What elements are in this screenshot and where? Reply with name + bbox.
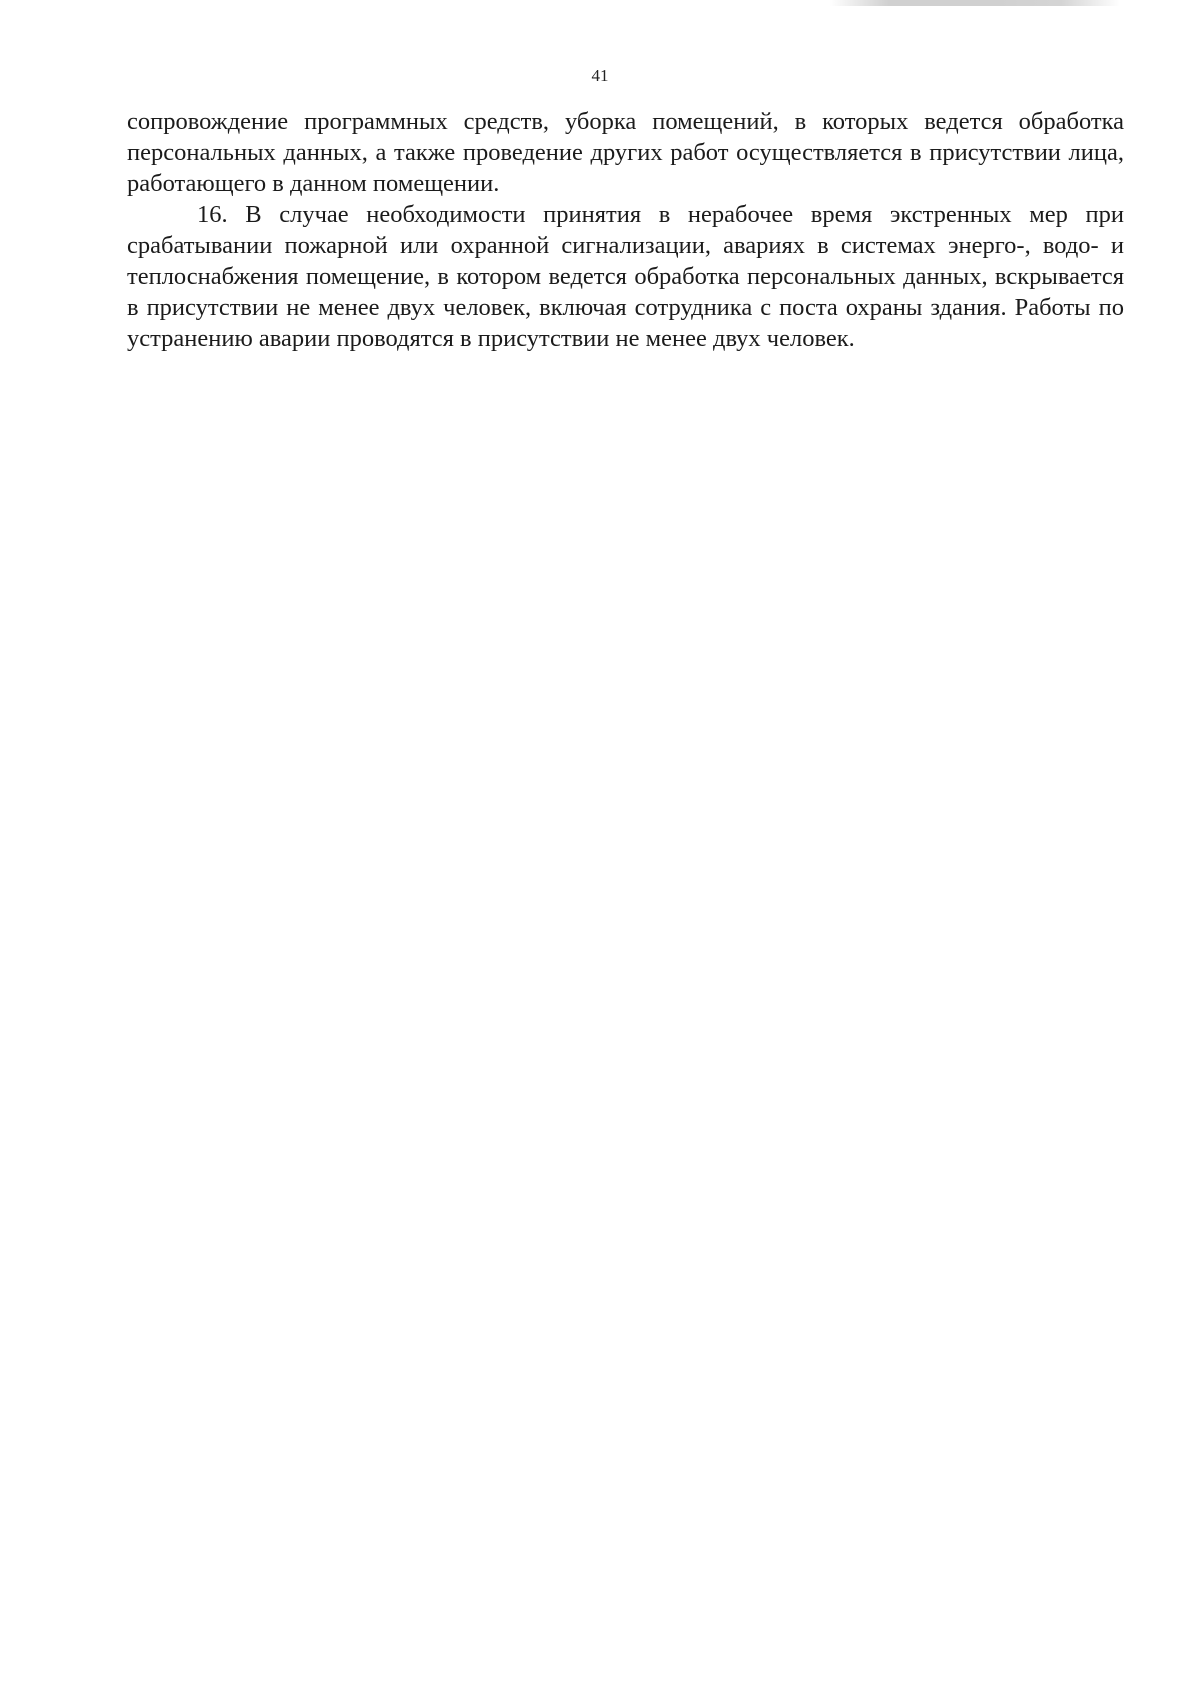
paragraph-continued: сопровождение программных средств, уборка помещений, в которых ведется обработка персональных данных, а также проведение других работ осуществляется в присутствии лица, работающего в данном помещении. (127, 108, 1124, 197)
scan-artifact (830, 0, 1120, 6)
document-body (127, 106, 1124, 354)
page-number: 41 (591, 66, 609, 85)
paragraph-item-16: 16. В случае необходимости принятия в нерабочее время экстренных мер при срабатывании пожарной или охранной сигнализации, авариях в системах энерго-, водо- и теплоснабжения помещение, в котором ведется обработка персональных данных, вскрывается в присутствии не менее двух человек, включая сотрудника с поста охраны здания. Работы по устранению аварии проводятся в присутствии не менее двух человек. (127, 201, 1124, 352)
